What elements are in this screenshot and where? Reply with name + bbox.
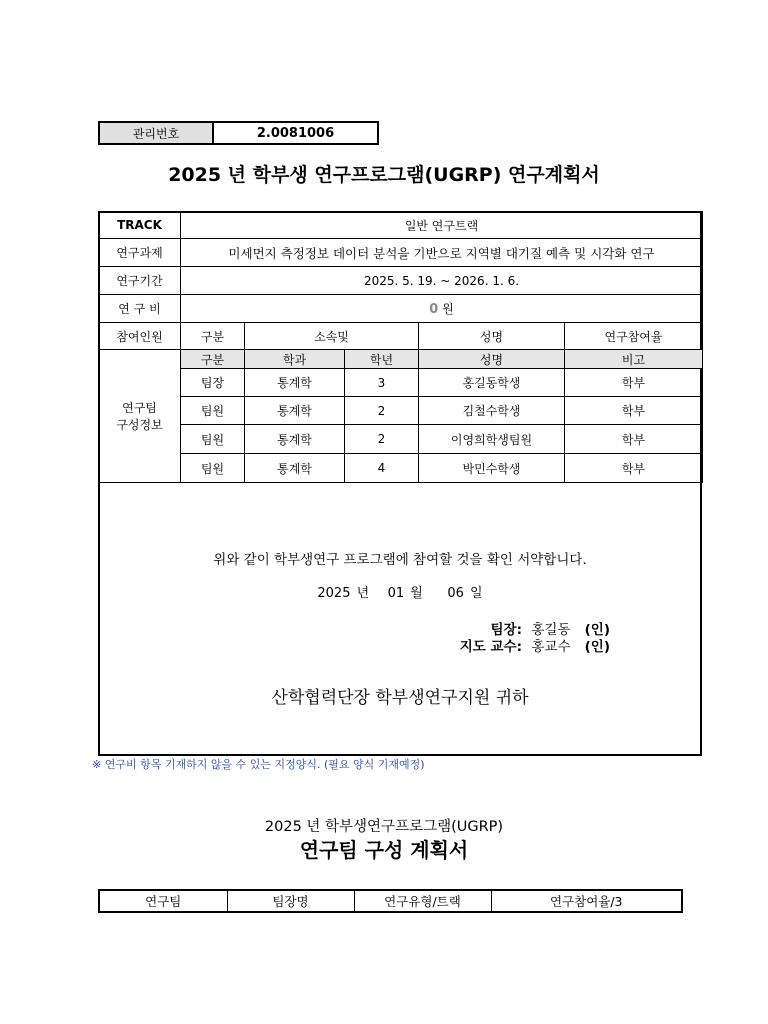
table-row — [99, 890, 682, 912]
recipient-org: 산학협력단장 학부생연구지원 귀하 — [271, 688, 529, 708]
members-col-rate: 연구참여율 — [565, 323, 703, 350]
period-label: 연구기간 — [99, 267, 181, 295]
track-row — [99, 212, 703, 239]
subject-value: 미세먼지 측정정보 데이터 분석을 기반으로 지역별 대기질 예측 및 시각화 연구 — [181, 239, 703, 267]
team-header-name: 성명 — [419, 350, 565, 369]
table-row — [99, 369, 703, 397]
advisor-signature — [460, 635, 610, 655]
budget-label: 연 구 비 — [99, 295, 181, 323]
section2-title-line1: 2025 년 학부생연구프로그램(UGRP) — [264, 819, 504, 835]
leader-name: 홍길동 — [531, 622, 571, 638]
budget-row — [99, 295, 703, 323]
member-role: 팀원 — [181, 454, 245, 483]
member-role: 팀원 — [181, 397, 245, 425]
bottom-col-leader: 팀장명 — [227, 890, 354, 912]
track-label: TRACK — [99, 212, 181, 239]
table-row — [99, 454, 703, 483]
member-note: 학부 — [565, 454, 703, 483]
advisor-seal: (인) — [584, 639, 610, 655]
budget-value: 0 — [429, 302, 439, 317]
date-month-unit: 월 — [410, 586, 423, 601]
member-name: 홍길동학생 — [419, 369, 565, 397]
management-number-label: 관리번호 — [100, 123, 214, 143]
team-label-line1: 연구팀 — [122, 401, 157, 415]
team-header-role: 구분 — [181, 350, 245, 369]
period-row — [99, 267, 703, 295]
management-number-value: 2.0081006 — [256, 125, 335, 141]
members-col-affiliation: 소속및 — [245, 323, 419, 350]
member-name: 이영희학생팀원 — [419, 425, 565, 454]
member-dept: 통계학 — [245, 369, 345, 397]
member-dept: 통계학 — [245, 454, 345, 483]
bottom-col-rate: 연구참여율/3 — [491, 890, 682, 912]
date-year: 2025 — [317, 586, 351, 601]
members-col-role: 구분 — [181, 323, 245, 350]
track-value: 일반 연구트랙 — [181, 212, 703, 239]
section2-title-line2: 연구팀 구성 계획서 — [299, 838, 469, 862]
member-name: 김철수학생 — [419, 397, 565, 425]
member-year: 4 — [345, 454, 419, 483]
subject-label: 연구과제 — [99, 239, 181, 267]
budget-cell — [181, 295, 703, 323]
member-dept: 통계학 — [245, 425, 345, 454]
footnote: ※ 연구비 항목 기재하지 않을 수 있는 지정양식. (필요 양식 기재예정) — [92, 758, 425, 771]
member-dept: 통계학 — [245, 397, 345, 425]
pledge-text: 위와 같이 학부생연구 프로그램에 참여할 것을 확인 서약합니다. — [213, 552, 587, 568]
advisor-label: 지도 교수: — [459, 639, 522, 655]
date-day-unit: 일 — [470, 586, 483, 601]
team-label-line2: 구성정보 — [116, 418, 163, 432]
member-role: 팀원 — [181, 425, 245, 454]
subject-row — [99, 239, 703, 267]
member-year: 3 — [345, 369, 419, 397]
team-header-dept: 학과 — [245, 350, 345, 369]
member-year: 2 — [345, 397, 419, 425]
budget-unit: 원 — [442, 302, 454, 316]
table-row — [99, 397, 703, 425]
members-col-name: 성명 — [419, 323, 565, 350]
advisor-name: 홍교수 — [531, 639, 571, 655]
members-label: 참여인원 — [99, 323, 181, 350]
table-row — [99, 425, 703, 454]
date-month: 01 — [387, 586, 405, 601]
leader-label: 팀장: — [490, 622, 522, 638]
leader-seal: (인) — [584, 622, 610, 638]
bottom-col-team: 연구팀 — [99, 890, 227, 912]
date-year-unit: 년 — [356, 586, 370, 601]
team-header-year: 학년 — [345, 350, 419, 369]
member-note: 학부 — [565, 397, 703, 425]
signature-date — [0, 582, 768, 601]
member-role: 팀장 — [181, 369, 245, 397]
period-value: 2025. 5. 19. ~ 2026. 1. 6. — [181, 267, 703, 295]
bottom-col-type: 연구유형/트랙 — [354, 890, 491, 912]
research-plan-table — [98, 211, 703, 483]
members-row — [99, 323, 703, 350]
management-number-box — [98, 121, 379, 145]
member-year: 2 — [345, 425, 419, 454]
member-name: 박민수학생 — [419, 454, 565, 483]
team-composition-table — [98, 889, 683, 913]
page-title: 2025 년 학부생 연구프로그램(UGRP) 연구계획서 — [168, 164, 600, 186]
team-header-row — [99, 350, 703, 369]
date-day: 06 — [447, 586, 464, 601]
team-label — [99, 350, 181, 483]
member-note: 학부 — [565, 425, 703, 454]
member-note: 학부 — [565, 369, 703, 397]
team-header-note: 비고 — [565, 350, 703, 369]
